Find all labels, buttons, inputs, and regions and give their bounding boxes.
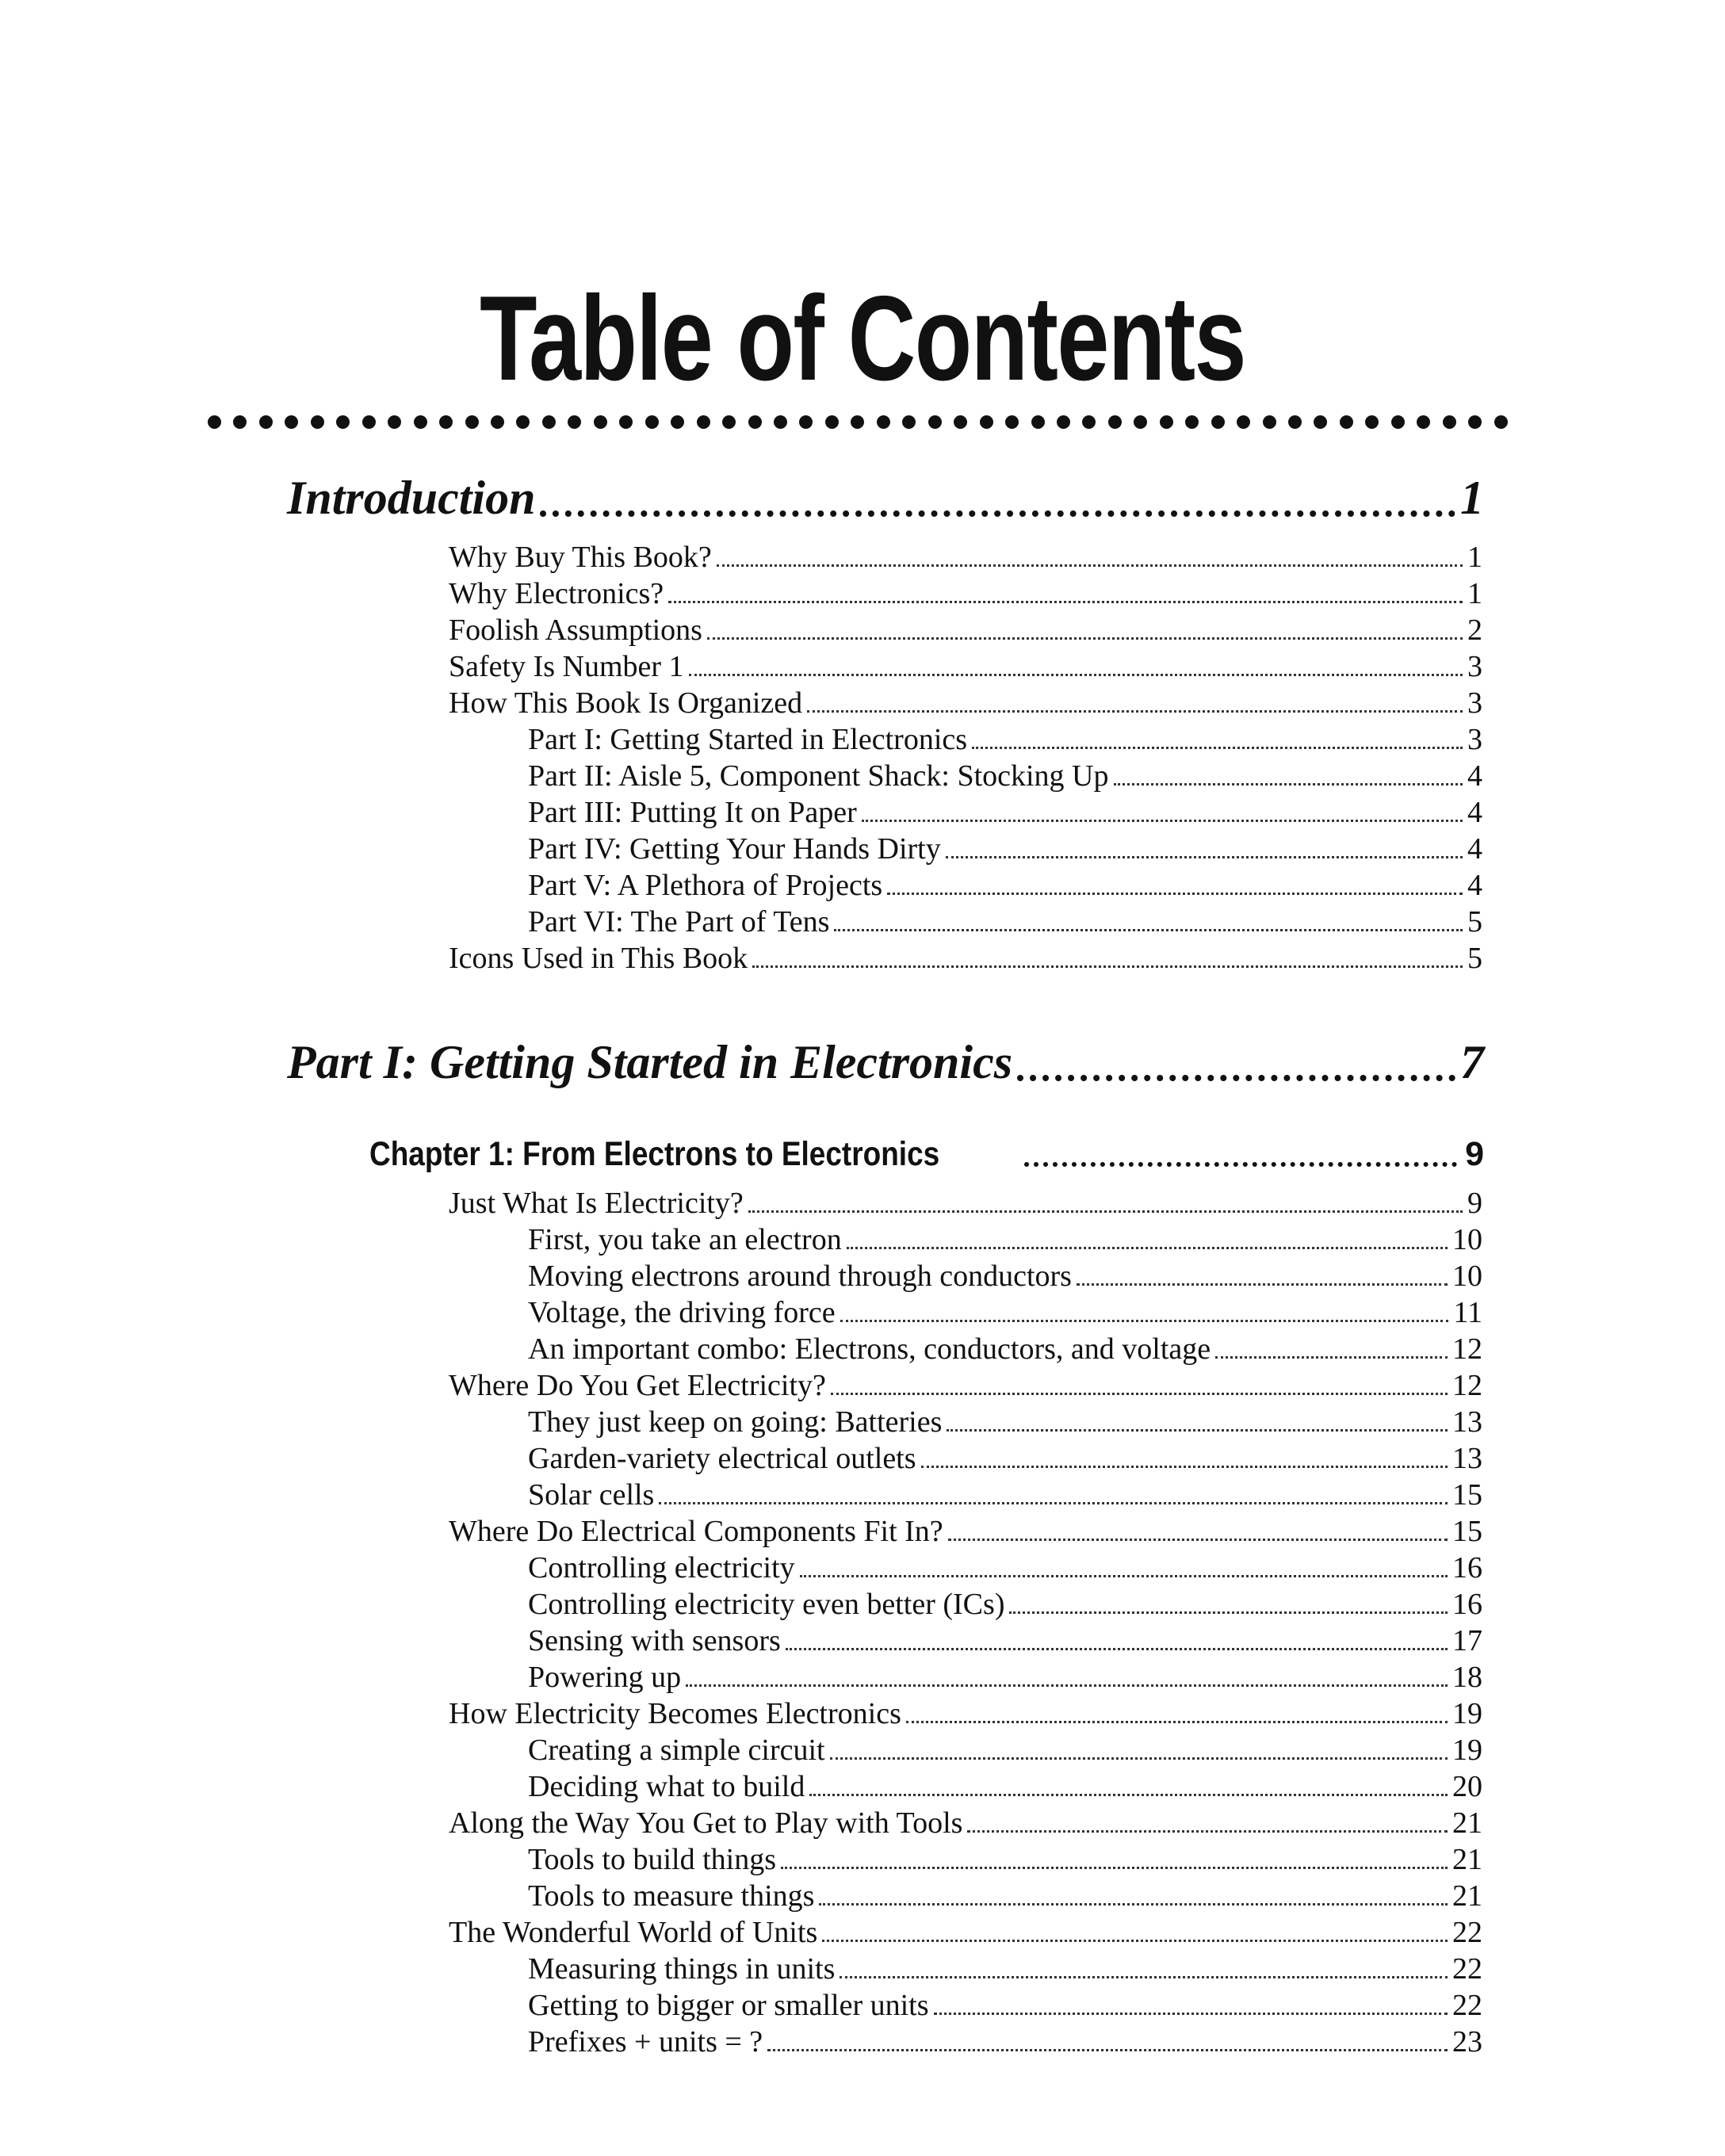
toc-subentry[interactable] xyxy=(528,721,1482,758)
toc-subentry[interactable] xyxy=(528,1294,1482,1331)
chapter-heading: Chapter 1: From Electrons to Electronics xyxy=(369,1135,940,1173)
page-number: 16 xyxy=(1452,1588,1482,1621)
toc-entry[interactable] xyxy=(449,612,1482,648)
entry-label: Voltage, the driving force xyxy=(528,1296,836,1329)
page-number: 10 xyxy=(1452,1223,1482,1256)
page-number: 22 xyxy=(1452,1916,1482,1949)
entry-label: Measuring things in units xyxy=(528,1952,836,1986)
toc-subentry[interactable] xyxy=(528,1331,1482,1367)
page-number: 12 xyxy=(1452,1332,1482,1366)
toc-part-1[interactable] xyxy=(287,1030,1484,1094)
page-number: 19 xyxy=(1452,1734,1482,1767)
dot-leader xyxy=(819,1903,1448,1906)
entry-label: Icons Used in This Book xyxy=(449,942,748,975)
dot-leader xyxy=(781,1867,1448,1869)
dot-leader xyxy=(1077,1283,1448,1286)
toc-subentry[interactable] xyxy=(528,1404,1482,1440)
entry-label: Solar cells xyxy=(528,1478,655,1512)
entry-label: Garden-variety electrical outlets xyxy=(528,1442,916,1475)
toc-subentry[interactable] xyxy=(528,904,1482,940)
entry-label: Why Electronics? xyxy=(449,577,664,610)
page-number: 18 xyxy=(1452,1661,1482,1694)
page-number: 4 xyxy=(1467,869,1482,902)
toc-entry[interactable] xyxy=(449,685,1482,721)
page-title: Table of Contents xyxy=(480,271,1245,406)
page-number: 15 xyxy=(1452,1478,1482,1512)
page-number: 3 xyxy=(1467,723,1482,756)
entry-label: Powering up xyxy=(528,1661,682,1694)
page-number: 13 xyxy=(1452,1442,1482,1475)
entry-label: Why Buy This Book? xyxy=(449,541,712,574)
toc-subentry[interactable] xyxy=(528,1659,1482,1695)
dot-leader xyxy=(830,1757,1448,1760)
entry-label: Part III: Putting It on Paper xyxy=(528,796,857,829)
toc-entry[interactable] xyxy=(449,1805,1482,1841)
dot-leader xyxy=(659,1502,1448,1504)
dot-leader xyxy=(1114,783,1463,786)
entry-label: An important combo: Electrons, conductors, and voltage xyxy=(528,1332,1211,1366)
dot-leader xyxy=(946,856,1463,858)
page-number: 1 xyxy=(1467,577,1482,610)
part-heading: Introduction xyxy=(287,472,536,524)
toc-entry[interactable] xyxy=(449,648,1482,685)
page-number: 12 xyxy=(1452,1369,1482,1402)
page-number: 16 xyxy=(1452,1551,1482,1585)
toc-entry[interactable] xyxy=(449,1513,1482,1550)
entry-label: They just keep on going: Batteries xyxy=(528,1405,943,1439)
toc-subentry[interactable] xyxy=(528,1878,1482,1914)
page-number: 4 xyxy=(1467,832,1482,866)
toc-subentry[interactable] xyxy=(528,1550,1482,1586)
dot-leader xyxy=(840,1976,1448,1978)
page-number: 4 xyxy=(1467,796,1482,829)
toc-subentry[interactable] xyxy=(528,1258,1482,1294)
dot-leader xyxy=(921,1466,1448,1468)
dot-leader xyxy=(1024,1162,1457,1167)
dot-leader xyxy=(786,1648,1448,1650)
dot-leader xyxy=(967,1830,1448,1833)
bullet-divider xyxy=(208,406,1508,438)
entry-label: Tools to measure things xyxy=(528,1879,815,1913)
dot-leader xyxy=(689,674,1463,676)
entry-label: Sensing with sensors xyxy=(528,1624,781,1657)
entry-label: Where Do You Get Electricity? xyxy=(449,1369,826,1402)
dot-leader xyxy=(540,510,1455,517)
entry-label: Just What Is Electricity? xyxy=(449,1187,744,1220)
dot-leader xyxy=(947,1429,1448,1432)
entry-label: Part V: A Plethora of Projects xyxy=(528,869,883,902)
dot-leader xyxy=(847,1247,1448,1249)
toc-subentry[interactable] xyxy=(528,1440,1482,1477)
entry-label: Foolish Assumptions xyxy=(449,614,702,647)
toc-subentry[interactable] xyxy=(528,831,1482,867)
dot-leader xyxy=(748,1210,1463,1213)
entry-label: Creating a simple circuit xyxy=(528,1734,825,1767)
toc-subentry[interactable] xyxy=(528,794,1482,831)
dot-leader xyxy=(807,710,1463,713)
page-number: 5 xyxy=(1467,942,1482,975)
page-number: 23 xyxy=(1452,2025,1482,2059)
page-number: 7 xyxy=(1460,1036,1484,1088)
page-number: 13 xyxy=(1452,1405,1482,1439)
entry-label: Safety Is Number 1 xyxy=(449,650,684,683)
dot-leader xyxy=(840,1320,1449,1322)
entry-label: Controlling electricity xyxy=(528,1551,795,1585)
entry-label: Moving electrons around through conductors xyxy=(528,1260,1072,1293)
entry-label: First, you take an electron xyxy=(528,1223,842,1256)
toc-part-introduction[interactable] xyxy=(287,466,1484,529)
toc-entry[interactable] xyxy=(449,575,1482,612)
toc-subentry[interactable] xyxy=(528,1221,1482,1258)
dot-leader xyxy=(906,1721,1448,1723)
entry-label: How This Book Is Organized xyxy=(449,686,803,720)
toc-subentry[interactable] xyxy=(528,758,1482,794)
entry-label: Part I: Getting Started in Electronics xyxy=(528,723,968,756)
toc-entry[interactable] xyxy=(449,1695,1482,1732)
page-number: 3 xyxy=(1467,686,1482,720)
page-number: 22 xyxy=(1452,1989,1482,2022)
toc-subentry[interactable] xyxy=(528,867,1482,904)
page-number: 5 xyxy=(1467,905,1482,938)
entry-label: Along the Way You Get to Play with Tools xyxy=(449,1806,963,1840)
page-number: 21 xyxy=(1452,1806,1482,1840)
dot-leader xyxy=(834,929,1463,931)
toc-subentry[interactable] xyxy=(528,1987,1482,2024)
page-number: 11 xyxy=(1453,1296,1482,1329)
part-heading: Part I: Getting Started in Electronics xyxy=(287,1036,1013,1088)
dot-leader xyxy=(948,1539,1448,1541)
page-number: 21 xyxy=(1452,1879,1482,1913)
entry-label: Tools to build things xyxy=(528,1843,776,1876)
page-number: 10 xyxy=(1452,1260,1482,1293)
toc-subentry[interactable] xyxy=(528,1951,1482,1987)
entry-label: How Electricity Becomes Electronics xyxy=(449,1697,901,1730)
page-number: 20 xyxy=(1452,1770,1482,1803)
dot-leader xyxy=(752,965,1463,968)
toc-entry[interactable] xyxy=(449,539,1482,575)
dot-leader xyxy=(887,893,1463,895)
entry-label: Prefixes + units = ? xyxy=(528,2025,763,2059)
page-number: 9 xyxy=(1465,1135,1484,1173)
toc-subentry[interactable] xyxy=(528,1768,1482,1805)
page-number: 21 xyxy=(1452,1843,1482,1876)
dot-leader xyxy=(831,1393,1448,1395)
page-number: 2 xyxy=(1467,614,1482,647)
toc-subentry[interactable] xyxy=(528,1841,1482,1878)
toc-entry[interactable] xyxy=(449,940,1482,977)
dot-leader xyxy=(934,2013,1448,2015)
page-number: 1 xyxy=(1460,472,1484,524)
dot-leader xyxy=(1009,1611,1448,1614)
toc-subentry[interactable] xyxy=(528,1477,1482,1513)
entry-label: Part II: Aisle 5, Component Shack: Stocking Up xyxy=(528,759,1109,793)
entry-label: The Wonderful World of Units xyxy=(449,1916,818,1949)
page-number: 3 xyxy=(1467,650,1482,683)
dot-leader xyxy=(809,1794,1448,1796)
entry-label: Part VI: The Part of Tens xyxy=(528,905,830,938)
entry-label: Deciding what to build xyxy=(528,1770,805,1803)
toc-entry[interactable] xyxy=(449,1185,1482,1221)
entry-label: Part IV: Getting Your Hands Dirty xyxy=(528,832,941,866)
dot-leader xyxy=(707,637,1463,640)
page-number: 9 xyxy=(1467,1187,1482,1220)
page-number: 17 xyxy=(1452,1624,1482,1657)
dot-leader xyxy=(767,2049,1448,2051)
toc-subentry[interactable] xyxy=(528,1623,1482,1659)
page-number: 22 xyxy=(1452,1952,1482,1986)
toc-entry[interactable] xyxy=(449,1367,1482,1404)
toc-entry[interactable] xyxy=(449,1914,1482,1951)
dot-leader xyxy=(717,564,1463,567)
toc-subentry[interactable] xyxy=(528,1732,1482,1768)
dot-leader xyxy=(686,1684,1448,1687)
dot-leader xyxy=(1215,1356,1448,1359)
dot-leader xyxy=(972,747,1463,749)
page-number: 19 xyxy=(1452,1697,1482,1730)
entry-label: Where Do Electrical Components Fit In? xyxy=(449,1515,943,1548)
entry-label: Getting to bigger or smaller units xyxy=(528,1989,929,2022)
page-number: 4 xyxy=(1467,759,1482,793)
toc-chapter-1[interactable] xyxy=(369,1130,1484,1178)
dot-leader xyxy=(1017,1075,1455,1081)
dot-leader xyxy=(862,820,1463,822)
entry-label: Controlling electricity even better (ICs) xyxy=(528,1588,1005,1621)
toc-subentry[interactable] xyxy=(528,2024,1482,2060)
page-number: 15 xyxy=(1452,1515,1482,1548)
dot-leader xyxy=(800,1575,1448,1577)
dot-leader xyxy=(668,601,1463,603)
dot-leader xyxy=(822,1940,1448,1942)
page-number: 1 xyxy=(1467,541,1482,574)
toc-subentry[interactable] xyxy=(528,1586,1482,1623)
